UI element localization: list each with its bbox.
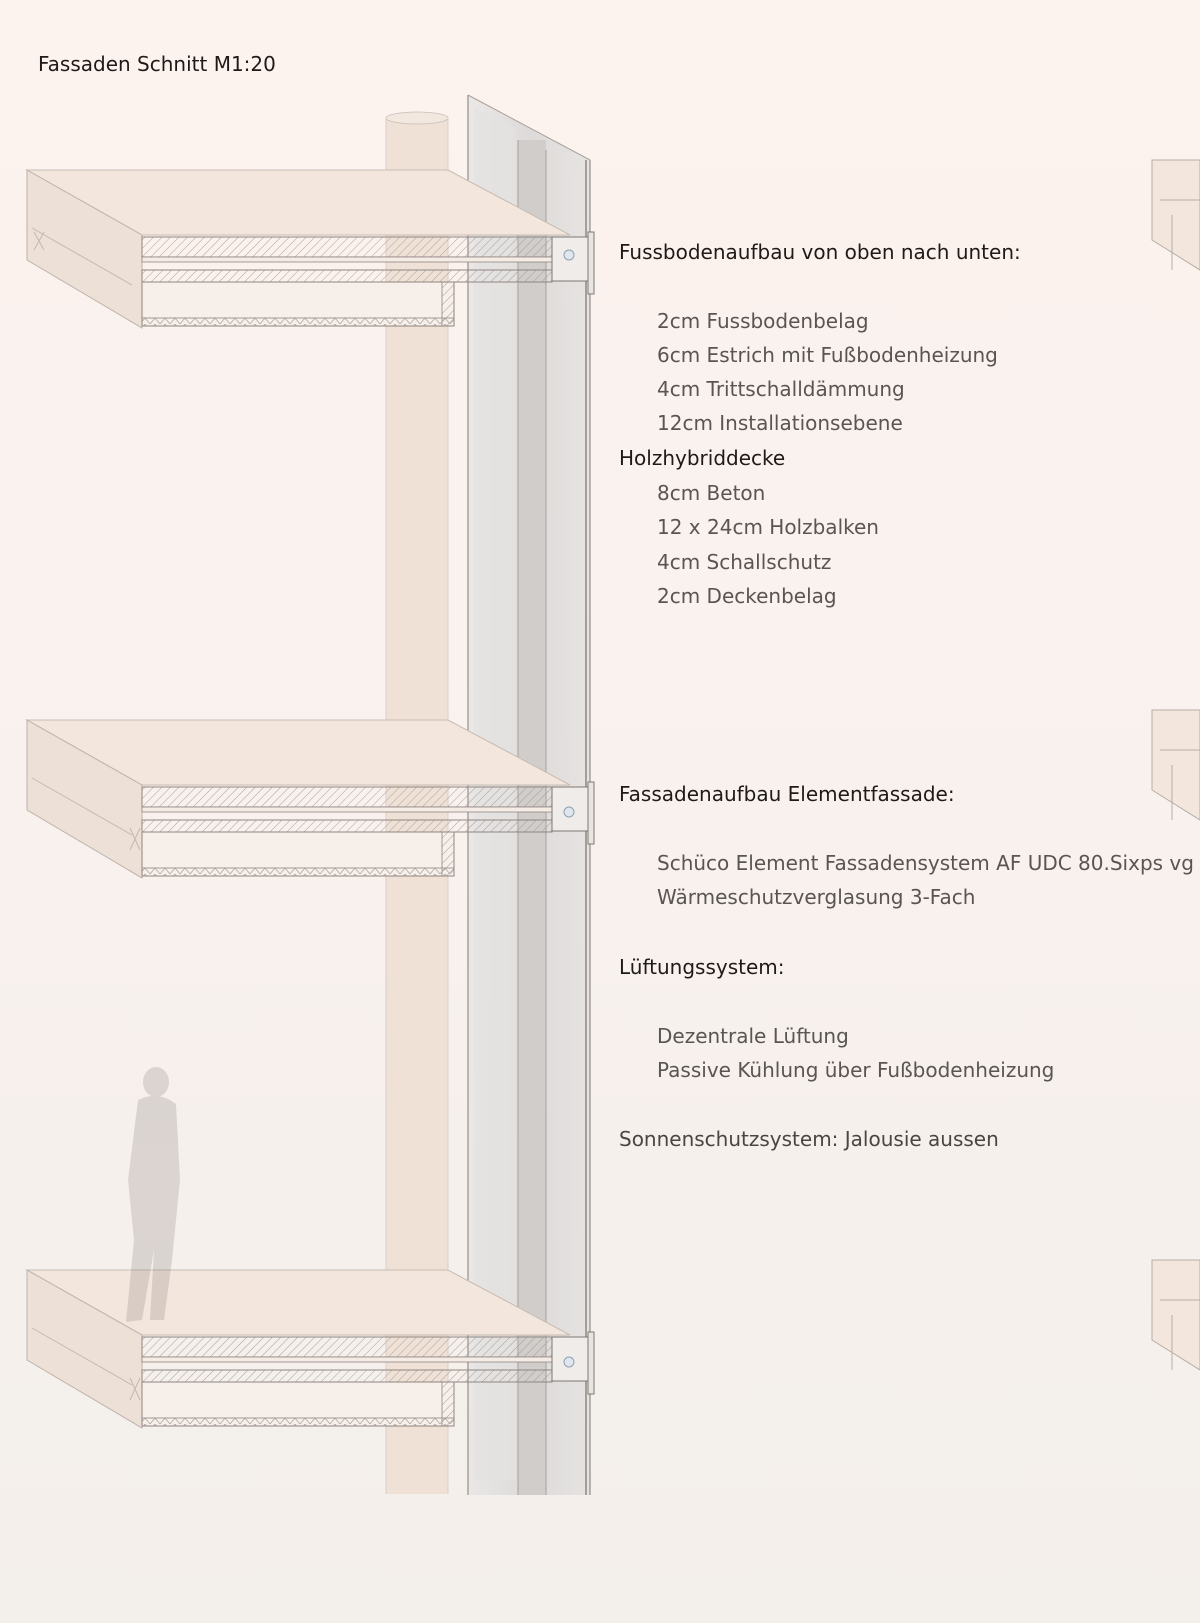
facade-item: Wärmeschutzverglasung 3-Fach xyxy=(657,885,976,909)
ventilation-heading: Lüftungssystem: xyxy=(619,955,785,979)
drawing-title: Fassaden Schnitt M1:20 xyxy=(38,52,276,76)
floor-layer: 12cm Installationsebene xyxy=(657,411,903,435)
slab-layer: 4cm Schallschutz xyxy=(657,550,832,574)
floor-layer: 6cm Estrich mit Fußbodenheizung xyxy=(657,343,998,367)
floor-layer: 4cm Trittschalldämmung xyxy=(657,377,905,401)
ventilation-item: Dezentrale Lüftung xyxy=(657,1024,849,1048)
facade-item: Schüco Element Fassadensystem AF UDC 80.Sixps vg xyxy=(657,851,1194,875)
facade-build-up-heading: Fassadenaufbau Elementfassade: xyxy=(619,782,955,806)
slab-layer: 8cm Beton xyxy=(657,481,766,505)
floor-build-up-heading: Fussbodenaufbau von oben nach unten: xyxy=(619,240,1021,264)
slab-layer: 12 x 24cm Holzbalken xyxy=(657,515,879,539)
adjacent-section-fragment xyxy=(1152,160,1200,1370)
slab-layer: 2cm Deckenbelag xyxy=(657,584,837,608)
ventilation-item: Passive Kühlung über Fußbodenheizung xyxy=(657,1058,1055,1082)
floor-layer: 2cm Fussbodenbelag xyxy=(657,309,869,333)
hybrid-slab-subheading: Holzhybriddecke xyxy=(619,446,786,470)
sun-protection-note: Sonnenschutzsystem: Jalousie aussen xyxy=(619,1127,999,1151)
